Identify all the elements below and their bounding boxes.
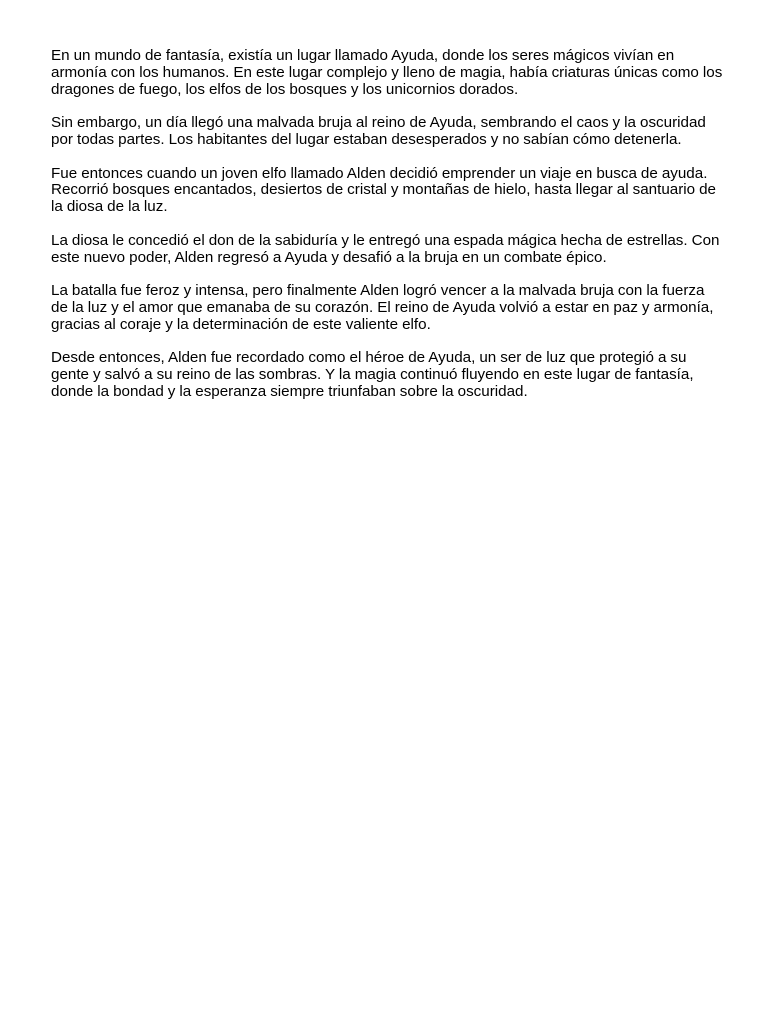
paragraph: La batalla fue feroz y intensa, pero finalmente Alden logró vencer a la malvada bruja con la fuerza de la luz y el amor que emanaba de su corazón. El reino de Ayuda volvió a estar en paz y armonía, gracias al coraje y la determinación de este valiente elfo. — [51, 282, 714, 333]
paragraph: Sin embargo, un día llegó una malvada bruja al reino de Ayuda, sembrando el caos y la oscuridad por todas partes. Los habitantes del lugar estaban desesperados y no sabían cómo detenerla. — [51, 114, 706, 148]
paragraph: La diosa le concedió el don de la sabiduría y le entregó una espada mágica hecha de estrellas. Con este nuevo poder, Alden regresó a Ayuda y desafió a la bruja en un combate épico. — [51, 231, 720, 266]
paragraph: En un mundo de fantasía, existía un lugar llamado Ayuda, donde los seres mágicos vivían en armonía con los humanos. En este lugar complejo y lleno de magia, había criaturas únicas como los dragones de fuego, los elfos de los bosques y los unicornios dorados. — [51, 47, 723, 98]
paragraph: Fue entonces cuando un joven elfo llamado Alden decidió emprender un viaje en busca de ayuda. Recorrió bosques encantados, desiertos de cristal y montañas de hielo, hasta llegar al santuario de la diosa de la luz. — [51, 164, 716, 216]
paragraph: Desde entonces, Alden fue recordado como el héroe de Ayuda, un ser de luz que protegió a su gente y salvó a su reino de las sombras. Y la magia continuó fluyendo en este lugar de fantasía, donde la bondad y la esperanza siempre triunfaban sobre la oscuridad. — [51, 349, 694, 400]
document-body — [51, 48, 723, 418]
